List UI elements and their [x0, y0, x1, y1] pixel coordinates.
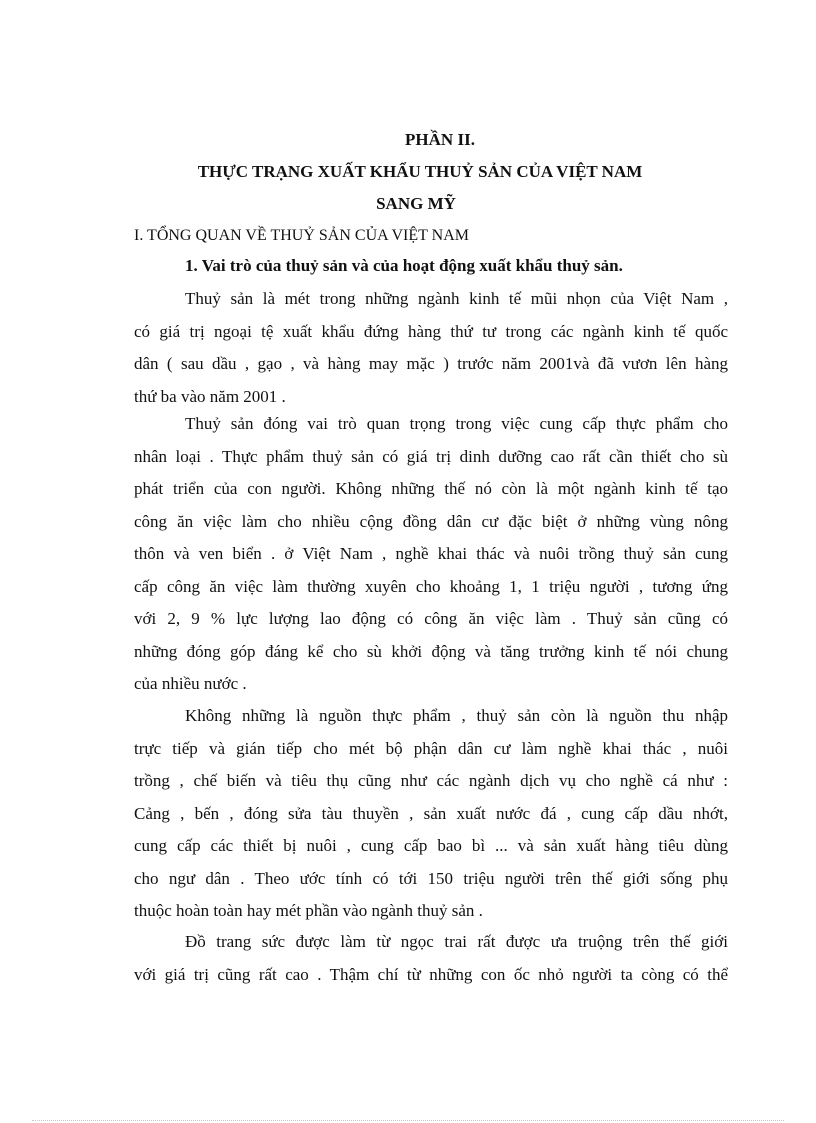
paragraph-line: Thuỷ sản là mét trong những ngành kinh tế mũi nhọn của Việt Nam , [185, 289, 728, 308]
paragraph-line: Thuỷ sản đóng vai trò quan trọng trong việc cung cấp thực phẩm cho [185, 414, 728, 433]
paragraph-line: có giá trị ngoại tệ xuất khẩu đứng hàng thứ tư trong các ngành kinh tế quốc [134, 321, 728, 341]
paragraph-line: Không những là nguồn thực phẩm , thuỷ sản còn là nguồn thu nhập [185, 706, 728, 725]
paragraph-3 [134, 700, 728, 928]
paragraph-line: cho ngư dân . Theo ước tính có tới 150 triệu người trên thế giới sống phụ [134, 868, 728, 888]
chapter-title-line-2: SANG MỸ [376, 194, 456, 213]
paragraph-line: với 2, 9 % lực lượng lao động có công ăn việc làm . Thuỷ sản cũng có [134, 609, 728, 628]
paragraph-line: cung cấp các thiết bị nuôi , cung cấp bao bì ... và sản xuất hàng tiêu dùng [134, 836, 728, 855]
paragraph-line: nhân loại . Thực phẩm thuỷ sản có giá trị dinh dưỡng cao rất cần thiết cho sù [134, 446, 728, 466]
paragraph-1 [134, 283, 728, 413]
paragraph-line: phát triển của con người. Không những thế nó còn là một ngành kinh tế tạo [134, 479, 728, 498]
paragraph-line: Đồ trang sức được làm từ ngọc trai rất được ưa truộng trên thế giới [185, 932, 728, 951]
subsection-heading: 1. Vai trò của thuỷ sản và của hoạt động xuất khẩu thuỷ sản. [185, 256, 623, 275]
paragraph-line: trực tiếp và gián tiếp cho mét bộ phận dân cư làm nghề khai thác , nuôi [134, 738, 728, 758]
page-border-divider [32, 1120, 784, 1121]
paragraph-line: những đóng góp đáng kể cho sù khởi động và tăng trưởng kinh tế nói chung [134, 641, 728, 661]
paragraph-line: cấp công ăn việc làm thường xuyên cho khoảng 1, 1 triệu người , tương ứng [134, 576, 728, 596]
paragraph-line: thuộc hoàn toàn hay mét phần vào ngành thuỷ sản . [134, 901, 483, 920]
chapter-title-line-1: THỰC TRẠNG XUẤT KHẨU THUỶ SẢN CỦA VIỆT NAM [197, 162, 643, 181]
paragraph-line: thứ ba vào năm 2001 . [134, 386, 286, 406]
paragraph-line: công ăn việc làm cho nhiều cộng đồng dân cư đặc biệt ở những vùng nông [134, 511, 728, 531]
paragraph-line: với giá trị cũng rất cao . Thậm chí từ những con ốc nhỏ người ta còng có thể [134, 964, 728, 984]
paragraph-4 [134, 926, 728, 991]
paragraph-line: thôn và ven biển . ở Việt Nam , nghề khai thác và nuôi trồng thuỷ sản cung [134, 544, 728, 563]
paragraph-line: của nhiều nước . [134, 674, 247, 693]
section-heading: I. TỔNG QUAN VỀ THUỶ SẢN CỦA VIỆT NAM [134, 227, 469, 244]
paragraph-2 [134, 408, 728, 701]
paragraph-line: dân ( sau dầu , gạo , và hàng may mặc ) trước năm 2001và đã vươn lên hàng [134, 354, 728, 373]
paragraph-line: trồng , chế biến và tiêu thụ cũng như các ngành dịch vụ cho nghề cá như : [134, 771, 728, 790]
paragraph-line: Cảng , bến , đóng sửa tàu thuyền , sản xuất nước đá , cung cấp dầu nhớt, [134, 803, 728, 823]
part-heading: PHẦN II. [405, 130, 475, 149]
